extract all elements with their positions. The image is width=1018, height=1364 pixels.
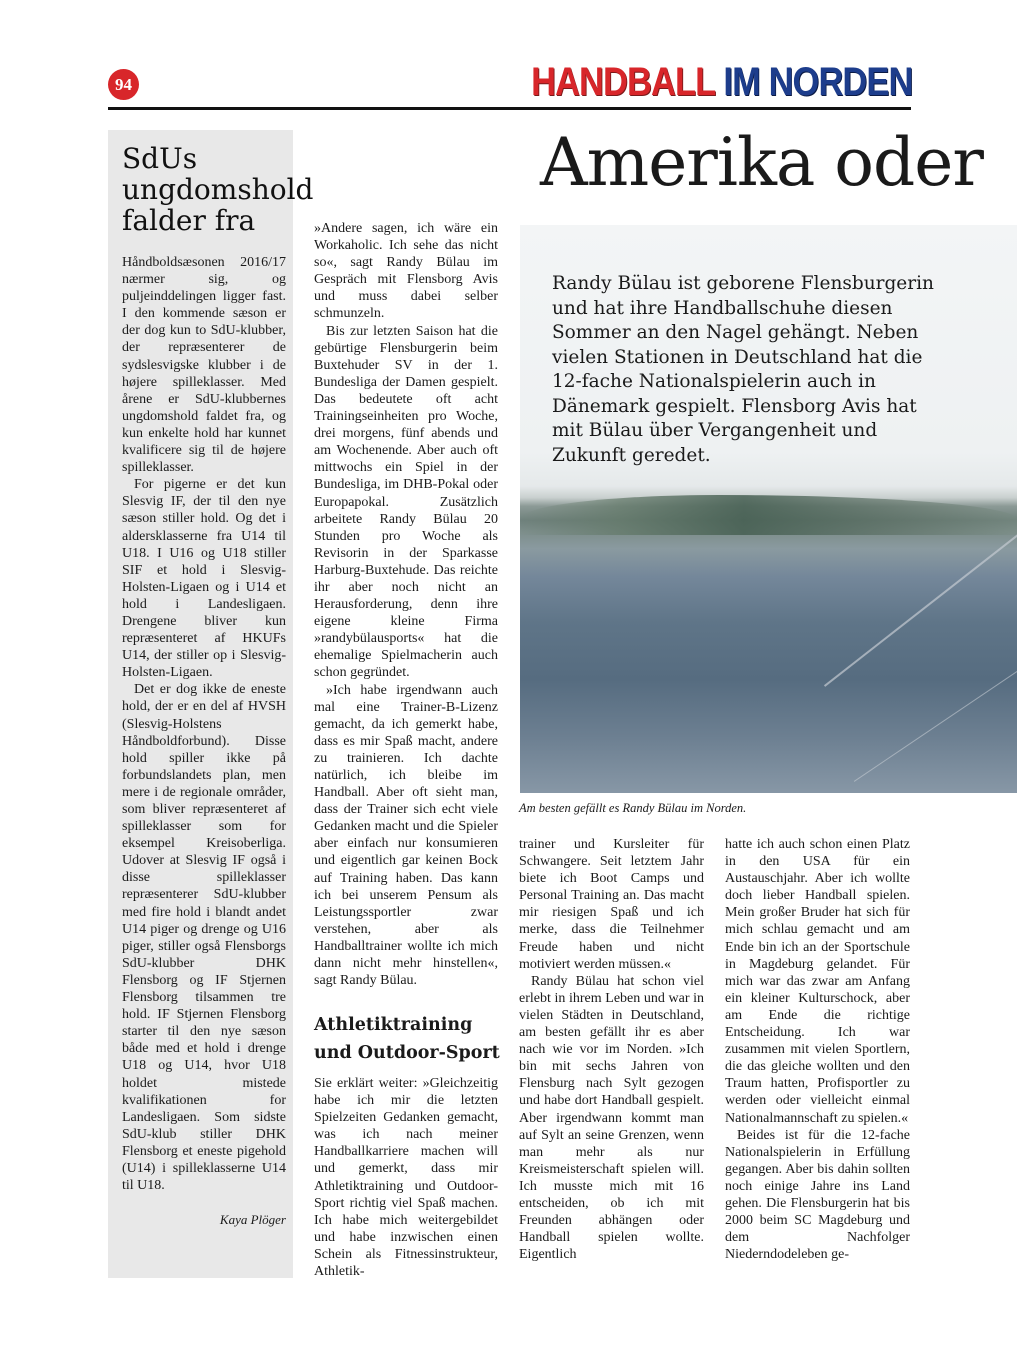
article-column-3 <box>725 836 910 1263</box>
article-column-1 <box>314 220 498 989</box>
article-paragraph: »Ich habe irgendwann auch mal eine Trainer-B-Lizenz gemacht, da ich gemerkt habe, dass es mir Spaß macht, andere zu trainieren. Ich dachte natürlich, ich bleibe im Handball. Aber oft sieht man, dass der Trainer sich echt viele Gedanken macht und die Spieler aber einfach nur konsumieren und eigentlich gar keinen Bock auf Training haben. Das kann ich bei unserem Pensum als Leistungssportler zwar verstehen, aber als Handballtrainer wollte ich mich dann nicht mehr hinstellen«, sagt Randy Bülau. <box>314 682 498 989</box>
article-paragraph: hatte ich auch schon einen Platz in den USA für ein Austauschjahr. Aber ich wollte doch lieber Handball spielen. Mein großer Bruder hat sich für mich schlau gemacht und am Ende bin ich an der Sportschule in Magdeburg gelandet. Für mich war das zwar am Anfang ein kleiner Kulturschock, aber am Ende die richtige Entscheidung. Ich war zusammen mit vielen Sportlern, die das gleiche wollten und den Traum hatten, Profisportler zu werden oder vielleicht einmal Nationalmannschaft zu spielen.« <box>725 837 910 1126</box>
article-paragraph: Beides ist für die 12-fache Nationalspielerin in Erfüllung gegangen. Aber bis dahin sollten noch einige Jahre ins Land gehen. Die Flensburgerin hat bis 2000 beim SC Magdeburg und dem Nachfolger Niederndodeleben ge- <box>725 1127 910 1263</box>
article-paragraph: trainer und Kursleiter für Schwangere. Seit letztem Jahr biete ich Boot Camps und Personal Training an. Das macht mir riesigen Spaß und ich merke, dass die Teilnehmer Freude haben und nicht motiviert werden müssen.« <box>519 837 704 972</box>
article-lede: Randy Bülau ist geborene Flensburgerin und hat ihre Handballschuhe diesen Sommer an den Nagel gehängt. Neben vielen Stationen in Deutschland hat die 12-fache Nationalspielerin auch in Dänemark gespielt. Flensborg Avis hat mit Bülau über Vergangenheit und Zukunft geredet. <box>552 273 934 466</box>
article-paragraph: »Andere sagen, ich wäre ein Workaholic. Ich sehe das nicht so«, sagt Randy Bülau im Gespräch mit Flensborg Avis und muss dabei selber schmunzeln. <box>314 221 498 322</box>
article-title: Amerika oder <box>540 124 983 201</box>
header-handball: HANDBALL <box>530 60 715 104</box>
article-paragraph: Randy Bülau hat schon viel erlebt in ihrem Leben und war in vielen Städten in Deutschland, am besten gefällt ihr es aber nach wie vor im Norden. »Ich bin mit sechs Jahren von Flensburg nach Sylt gezogen und habe dort Handball gespielt. Aber irgendwann kommt man auf Sylt an seine Grenzen, wenn man mehr als nur Kreismeisterschaft spielen will. Ich musste mich mit 16 entscheiden, ob ich mit Freunden abhängen oder Handball spielen wollte. Eigentlich <box>519 973 704 1263</box>
article-subhead: Athletiktraining und Outdoor-Sport <box>314 1015 500 1063</box>
sidebar-body <box>122 254 286 1194</box>
article-column-2 <box>519 836 704 1263</box>
article-paragraph: Sie erklärt weiter: »Gleichzeitig habe ich mir die letzten Spielzeiten Gedanken gemacht, was ich nach meiner Handballkarriere machen will und gemerkt, dass mir Athletiktraining und Outdoor-Sport richtig viel Spaß machen. Ich habe mich weitergebildet und habe inzwischen einen Schein als Fitnessinstrukteur, Athletik- <box>314 1076 498 1280</box>
page-number: 94 <box>108 69 139 100</box>
sidebar-paragraph: Håndboldsæsonen 2016/17 nærmer sig, og puljeinddelingen ligger fast. I den kommende sæson er der dog kun to SdU-klubber, der repræsenterer de sydslesvigske klubber i de højere spilleklasser. Med årene er SdU-klubbernes ungdomshold faldet fra, og kun enkelte hold har kunnet kvalificere sig til de højere spilleklasser. <box>122 255 286 476</box>
sidebar-headline: SdUs ungdomshold falder fra <box>122 142 314 237</box>
photo-caption: Am besten gefällt es Randy Bülau im Norden. <box>519 801 747 815</box>
sidebar-paragraph: For pigerne er det kun Slesvig IF, der til den nye sæson stiller hold. Og det i aldersklasserne fra U14 til U18. I U16 og U18 stiller SIF et hold i Slesvig-Holsten-Ligaen og i U14 et hold i Landesligaen. Drengene bliver kun repræsenteret af HKUFs U14, der stiller op i Slesvig-Holsten-Ligaen. <box>122 477 286 681</box>
header-im-norden: IM NORDEN <box>722 60 912 104</box>
sidebar-paragraph: Det er dog ikke de eneste hold, der er en del af HVSH (Slesvig-Holstens Håndboldforbund). Disse hold spiller ikke på forbundslandets plan, men mere i de regionale områder, som bliver repræsenteret af spilleklasser som for eksempel Kreisoberliga. Udover at Slesvig IF også i disse spilleklasser repræsenterer SdU-klubber med fire hold i blandt andet U14 piger og drenge og U16 piger, stiller også Flensborgs SdU-klubber DHK Flensborg og IF Stjernen Flensborg tilsammen tre hold. IF Stjernen Flensborg starter til den nye sæson både med et hold i drenge U18 og U14, hvor U18 holdet mistede kvalifikationen for Landesligaen. Som sidste SdU-klub stiller DHK Flensborg et eneste pigehold (U14) i spilleklasserne U14 til U18. <box>122 682 286 1194</box>
photo-rope <box>854 669 1017 782</box>
section-header <box>531 62 912 102</box>
photo-shoreline <box>520 495 1017 535</box>
photo-rope <box>824 525 1017 687</box>
sidebar-author: Kaya Plöger <box>219 1212 286 1227</box>
article-column-1b <box>314 1075 498 1280</box>
article-paragraph: Bis zur letzten Saison hat die gebürtige Flensburgerin beim Buxtehuder SV in der 1. Bundesliga der Damen gespielt. Das bedeutete oft acht Trainingseinheiten pro Woche, drei morgens, fünf abends und am Wochenende. Aber auch oft mittwochs ein Spiel in der Bundesliga, im DHB-Pokal oder Europapokal. Zusätzlich arbeitete Randy Bülau 20 Stunden pro Woche als Revisorin in der Sparkasse Harburg-Buxtehude. Das reichte ihr aber noch nicht an Herausforderung, denn ihre eigene kleine Firma »randybülausports« hat die ehemalige Spielmacherin auch schon gegründet. <box>314 323 498 681</box>
header-rule <box>108 107 911 110</box>
